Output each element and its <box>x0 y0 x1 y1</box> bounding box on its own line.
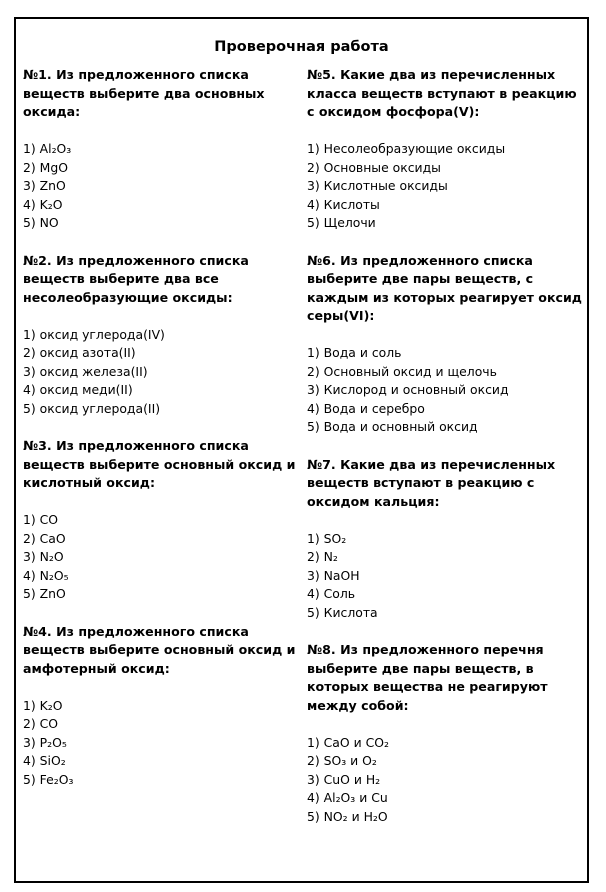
task-8-option-2: 2) SO₃ и O₂ <box>307 753 377 768</box>
task-7-option-2: 2) N₂ <box>307 549 338 564</box>
task-7-option-1: 1) SO₂ <box>307 530 347 546</box>
task-1-option-5: 5) NO <box>23 215 59 230</box>
task-4-option-3: 3) P₂O₅ <box>23 734 67 750</box>
task-7 <box>307 456 582 623</box>
task-2-option-3: 3) оксид железа(II) <box>23 363 148 379</box>
task-7-option-5: 5) Кислота <box>307 604 378 620</box>
task-8-option-4: 4) Al₂O₃ и Cu <box>307 790 388 805</box>
task-4-option-1: 1) K₂O <box>23 697 63 713</box>
task-4-option-2: 2) CO <box>23 716 59 731</box>
task-6-options <box>307 344 582 437</box>
task-8-option-5: 5) NO₂ и H₂O <box>307 808 388 824</box>
task-6 <box>307 252 582 437</box>
task-7-option-4: 4) Соль <box>307 586 356 601</box>
task-4-option-5: 5) Fe₂O₃ <box>23 771 74 787</box>
task-2-option-1: 1) оксид углерода(IV) <box>23 326 165 342</box>
task-3-question: №3. Из предложенного списка веществ выберите основный оксид и кислотный оксид: <box>23 438 296 490</box>
task-2-question: №2. Из предложенного списка веществ выберите два все несолеобразующие оксиды: <box>23 252 249 305</box>
task-5-option-1: 1) Несолеобразующие оксиды <box>307 141 506 156</box>
task-3-options <box>23 511 298 604</box>
worksheet-frame <box>14 17 589 883</box>
task-4 <box>23 623 298 790</box>
task-6-option-5: 5) Вода и основный оксид <box>307 419 478 434</box>
task-2-option-5: 5) оксид углерода(II) <box>23 400 161 416</box>
task-3 <box>23 437 298 604</box>
task-8-question: №8. Из предложенного перечня выберите две пары веществ, в которых вещества не реагируют между собой: <box>307 642 548 713</box>
task-6-option-4: 4) Вода и серебро <box>307 400 425 416</box>
task-1-option-2: 2) MgO <box>23 159 68 175</box>
task-6-option-1: 1) Вода и соль <box>307 345 402 360</box>
task-6-option-3: 3) Кислород и основный оксид <box>307 382 509 397</box>
task-3-option-1: 1) CO <box>23 512 59 527</box>
task-1-option-1: 1) Al₂O₃ <box>23 141 72 156</box>
task-8 <box>307 641 582 826</box>
task-2-option-4: 4) оксид меди(II) <box>23 382 133 397</box>
task-7-question: №7. Какие два из перечисленных веществ вступают в реакцию с оксидом кальция: <box>307 456 556 509</box>
task-3-option-2: 2) CaO <box>23 530 66 546</box>
task-3-option-5: 5) ZnO <box>23 586 66 601</box>
task-4-question: №4. Из предложенного списка веществ выберите основный оксид и амфотерный оксид: <box>23 623 296 676</box>
task-7-options <box>307 530 582 623</box>
task-5-option-5: 5) Щелочи <box>307 215 376 230</box>
task-5 <box>307 66 582 233</box>
task-2-option-2: 2) оксид азота(II) <box>23 345 136 360</box>
task-5-option-4: 4) Кислоты <box>307 196 380 212</box>
task-6-question: №6. Из предложенного списка выберите две пары веществ, с каждым из которых реагирует оксид серы(VI): <box>307 252 582 323</box>
task-8-option-3: 3) CuO и H₂ <box>307 771 381 787</box>
task-5-option-3: 3) Кислотные оксиды <box>307 178 448 193</box>
page-title: Проверочная работа <box>214 39 389 55</box>
task-5-question: №5. Какие два из перечисленных класса веществ вступают в реакцию с оксидом фосфора(V): <box>307 67 577 119</box>
task-1-options <box>23 140 298 233</box>
task-1-option-3: 3) ZnO <box>23 178 66 193</box>
task-1 <box>23 66 298 233</box>
task-4-option-4: 4) SiO₂ <box>23 753 66 768</box>
right-column <box>307 66 582 845</box>
task-3-option-4: 4) N₂O₅ <box>23 567 69 583</box>
task-8-options <box>307 734 582 827</box>
task-8-option-1: 1) CaO и CO₂ <box>307 734 389 750</box>
task-2 <box>23 252 298 419</box>
task-6-option-2: 2) Основный оксид и щелочь <box>307 363 497 379</box>
task-1-question: №1. Из предложенного списка веществ выберите два основных оксида: <box>23 67 265 119</box>
task-5-options <box>307 140 582 233</box>
task-7-option-3: 3) NaOH <box>307 567 360 583</box>
left-column <box>23 66 298 808</box>
task-5-option-2: 2) Основные оксиды <box>307 159 441 175</box>
task-2-options <box>23 326 298 419</box>
task-3-option-3: 3) N₂O <box>23 549 64 564</box>
task-1-option-4: 4) K₂O <box>23 196 63 212</box>
task-4-options <box>23 697 298 790</box>
